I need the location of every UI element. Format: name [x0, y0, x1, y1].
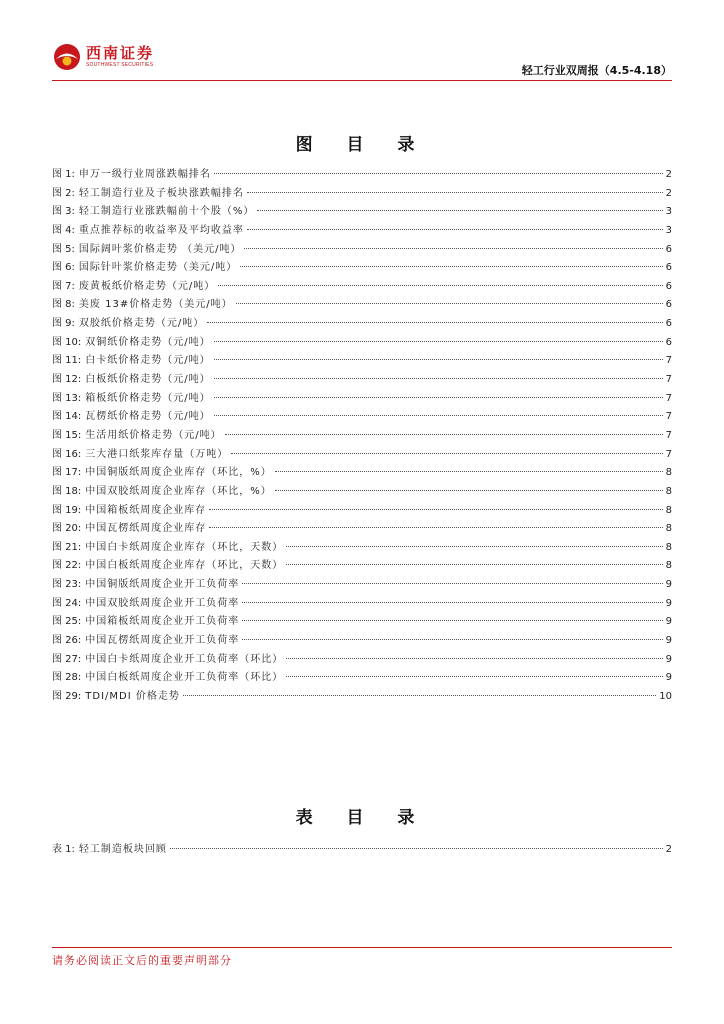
toc-dot-leader — [183, 695, 656, 696]
toc-entry-label: 图 7: — [52, 280, 75, 292]
toc-entry-page: 7 — [665, 448, 672, 460]
toc-entry[interactable] — [52, 651, 672, 670]
report-title: 轻工行业双周报（4.5-4.18） — [521, 64, 672, 77]
toc-dot-leader — [242, 602, 662, 603]
toc-dot-leader — [225, 434, 663, 435]
toc-entry[interactable] — [52, 222, 672, 241]
toc-entry-title: 中国铜版纸周度企业库存（环比，%） — [85, 467, 272, 479]
toc-entry[interactable] — [52, 408, 672, 427]
footer-notice: 请务必阅读正文后的重要声明部分 — [52, 954, 232, 967]
toc-entry-title: 中国箱板纸周度企业库存 — [85, 504, 207, 516]
toc-entry-label: 图 22: — [52, 560, 82, 572]
toc-entry-page: 7 — [665, 355, 672, 367]
toc-dot-leader — [242, 620, 662, 621]
toc-dot-leader — [214, 173, 663, 174]
toc-entry-title: 中国白卡纸周度企业库存（环比，天数） — [85, 541, 284, 553]
toc-entry-page: 7 — [665, 374, 672, 386]
toc-entry-page: 7 — [665, 429, 672, 441]
toc-entry-label: 图 11: — [52, 355, 82, 367]
toc-entry-page: 8 — [665, 541, 672, 553]
toc-entry[interactable] — [52, 595, 672, 614]
toc-entry-title: 中国白板纸周度企业开工负荷率（环比） — [85, 672, 284, 684]
toc-entry-label: 图 23: — [52, 579, 82, 591]
toc-entry-title: 三大港口纸浆库存量（万吨） — [85, 448, 229, 460]
company-logo — [52, 42, 154, 72]
toc-entry-title: 生活用纸价格走势（元/吨） — [85, 429, 222, 441]
toc-entry-label: 图 10: — [52, 336, 82, 348]
toc-entry-title: 轻工制造行业及子板块涨跌幅排名 — [78, 187, 244, 199]
toc-dot-leader — [209, 509, 662, 510]
toc-entry-label: 图 21: — [52, 541, 82, 553]
toc-entry-label: 图 28: — [52, 672, 82, 684]
toc-dot-leader — [240, 266, 662, 267]
toc-entry-page: 9 — [665, 635, 672, 647]
toc-entry[interactable] — [52, 315, 672, 334]
toc-entry-title: 美废 13#价格走势（美元/吨） — [78, 299, 233, 311]
toc-entry-label: 图 26: — [52, 635, 82, 647]
toc-entry[interactable] — [52, 841, 672, 860]
toc-entry[interactable] — [52, 576, 672, 595]
toc-dot-leader — [170, 848, 663, 849]
toc-entry[interactable] — [52, 371, 672, 390]
toc-entry-title: 白板纸价格走势（元/吨） — [85, 374, 211, 386]
toc-dot-leader — [257, 210, 662, 211]
toc-entry-label: 图 13: — [52, 392, 82, 404]
toc-entry[interactable] — [52, 613, 672, 632]
toc-entry[interactable] — [52, 502, 672, 521]
toc-entry[interactable] — [52, 203, 672, 222]
toc-entry-page: 3 — [665, 206, 672, 218]
toc-entry-page: 6 — [665, 280, 672, 292]
header-divider — [52, 80, 672, 81]
toc-entry-title: 国际阔叶浆价格走势 （美元/吨） — [78, 243, 242, 255]
toc-entry-page: 8 — [665, 560, 672, 572]
toc-entry-label: 图 17: — [52, 467, 82, 479]
toc-entry[interactable] — [52, 296, 672, 315]
toc-dot-leader — [214, 378, 663, 379]
table-toc-list — [52, 841, 672, 860]
toc-entry-title: 中国双胶纸周度企业库存（环比，%） — [85, 485, 272, 497]
toc-entry-title: 中国瓦楞纸周度企业开工负荷率 — [85, 635, 240, 647]
toc-entry-page: 6 — [665, 299, 672, 311]
toc-entry-label: 图 16: — [52, 448, 82, 460]
toc-entry-page: 2 — [665, 844, 672, 855]
toc-entry[interactable] — [52, 259, 672, 278]
toc-entry-title: 瓦楞纸价格走势（元/吨） — [85, 411, 211, 423]
toc-entry-page: 6 — [665, 318, 672, 330]
toc-entry-page: 6 — [665, 243, 672, 255]
toc-entry[interactable] — [52, 185, 672, 204]
toc-entry-page: 8 — [665, 523, 672, 535]
toc-entry-label: 图 6: — [52, 262, 75, 274]
logo-chinese-name: 西南证券 — [86, 44, 155, 62]
toc-entry[interactable] — [52, 464, 672, 483]
figure-toc-list — [52, 166, 672, 707]
toc-entry-title: 双胶纸价格走势（元/吨） — [78, 318, 205, 330]
toc-entry-title: 中国白板纸周度企业库存（环比，天数） — [85, 560, 284, 572]
toc-entry-page: 9 — [665, 672, 672, 684]
toc-entry-page: 7 — [665, 411, 672, 423]
toc-entry[interactable] — [52, 334, 672, 353]
footer-divider — [52, 947, 672, 948]
toc-dot-leader — [214, 341, 663, 342]
toc-entry[interactable] — [52, 539, 672, 558]
toc-entry[interactable] — [52, 632, 672, 651]
toc-entry-page: 9 — [665, 616, 672, 628]
logo-english-name: SOUTHWEST SECURITIES — [86, 62, 154, 68]
toc-entry-title: TDI/MDI 价格走势 — [85, 690, 180, 702]
toc-entry-page: 6 — [665, 336, 672, 348]
toc-entry-page: 3 — [665, 224, 672, 236]
page-header — [52, 40, 672, 84]
toc-entry-label: 图 20: — [52, 523, 82, 535]
toc-entry[interactable] — [52, 278, 672, 297]
toc-entry-title: 箱板纸价格走势（元/吨） — [85, 392, 211, 404]
toc-entry-title: 废黄板纸价格走势（元/吨） — [78, 280, 216, 292]
toc-entry-label: 图 2: — [52, 187, 75, 199]
toc-dot-leader — [218, 285, 662, 286]
logo-emblem-icon — [52, 42, 82, 72]
toc-entry[interactable] — [52, 446, 672, 465]
toc-entry-page: 8 — [665, 485, 672, 497]
toc-entry-label: 图 12: — [52, 374, 82, 386]
toc-entry[interactable] — [52, 166, 672, 185]
toc-dot-leader — [275, 490, 663, 491]
toc-dot-leader — [214, 415, 663, 416]
toc-dot-leader — [286, 564, 662, 565]
toc-entry-label: 图 19: — [52, 504, 82, 516]
toc-entry-title: 白卡纸价格走势（元/吨） — [85, 355, 211, 367]
toc-dot-leader — [286, 658, 662, 659]
toc-entry-page: 9 — [665, 579, 672, 591]
toc-entry-page: 9 — [665, 653, 672, 665]
table-toc-heading: 表 目 录 — [295, 808, 429, 828]
toc-entry-label: 图 24: — [52, 597, 82, 609]
toc-dot-leader — [286, 676, 662, 677]
toc-entry-page: 8 — [665, 467, 672, 479]
toc-entry[interactable] — [52, 241, 672, 260]
toc-entry-title: 中国双胶纸周度企业开工负荷率 — [85, 597, 240, 609]
toc-entry[interactable] — [52, 669, 672, 688]
toc-dot-leader — [231, 453, 662, 454]
toc-entry-label: 图 3: — [52, 206, 75, 218]
toc-entry-title: 中国铜版纸周度企业开工负荷率 — [85, 579, 240, 591]
toc-entry[interactable] — [52, 557, 672, 576]
toc-dot-leader — [214, 397, 663, 398]
toc-entry-label: 图 25: — [52, 616, 82, 628]
toc-entry-title: 轻工制造板块回顾 — [78, 844, 167, 855]
toc-dot-leader — [275, 471, 663, 472]
toc-entry-title: 国际针叶浆价格走势（美元/吨） — [78, 262, 238, 274]
toc-entry-label: 图 29: — [52, 690, 82, 702]
toc-entry-page: 2 — [665, 187, 672, 199]
toc-dot-leader — [207, 322, 662, 323]
toc-entry-page: 9 — [665, 597, 672, 609]
toc-entry-label: 图 27: — [52, 653, 82, 665]
toc-entry-page: 8 — [665, 504, 672, 516]
toc-entry-label: 图 9: — [52, 318, 75, 330]
toc-dot-leader — [236, 303, 663, 304]
toc-entry-title: 轻工制造行业涨跌幅前十个股（%） — [78, 206, 255, 218]
toc-entry[interactable] — [52, 688, 672, 707]
toc-entry-page: 2 — [665, 169, 672, 180]
toc-entry-label: 图 18: — [52, 485, 82, 497]
toc-entry[interactable] — [52, 390, 672, 409]
toc-dot-leader — [209, 527, 662, 528]
toc-dot-leader — [247, 192, 663, 193]
toc-entry-label: 图 1: — [52, 169, 75, 180]
toc-dot-leader — [244, 248, 662, 249]
toc-entry-label: 图 5: — [52, 243, 75, 255]
toc-dot-leader — [242, 639, 662, 640]
toc-entry[interactable] — [52, 520, 672, 539]
toc-entry[interactable] — [52, 483, 672, 502]
toc-dot-leader — [242, 583, 662, 584]
toc-entry-title: 中国白卡纸周度企业开工负荷率（环比） — [85, 653, 284, 665]
toc-entry-title: 双铜纸价格走势（元/吨） — [85, 336, 211, 348]
toc-entry-page: 6 — [665, 262, 672, 274]
toc-entry-label: 图 15: — [52, 429, 82, 441]
toc-entry-label: 图 4: — [52, 224, 75, 236]
toc-entry-title: 重点推荐标的收益率及平均收益率 — [78, 224, 244, 236]
toc-entry-title: 中国箱板纸周度企业开工负荷率 — [85, 616, 240, 628]
toc-dot-leader — [286, 546, 662, 547]
toc-entry-title: 申万一级行业周涨跌幅排名 — [78, 169, 211, 180]
toc-entry[interactable] — [52, 352, 672, 371]
toc-entry-label: 图 8: — [52, 299, 75, 311]
toc-entry-label: 图 14: — [52, 411, 82, 423]
toc-dot-leader — [247, 229, 663, 230]
toc-dot-leader — [214, 359, 663, 360]
toc-entry-title: 中国瓦楞纸周度企业库存 — [85, 523, 207, 535]
toc-entry[interactable] — [52, 427, 672, 446]
toc-entry-page: 10 — [659, 690, 672, 702]
figure-toc-heading: 图 目 录 — [295, 135, 429, 155]
toc-entry-page: 7 — [665, 392, 672, 404]
toc-entry-label: 表 1: — [52, 844, 75, 855]
